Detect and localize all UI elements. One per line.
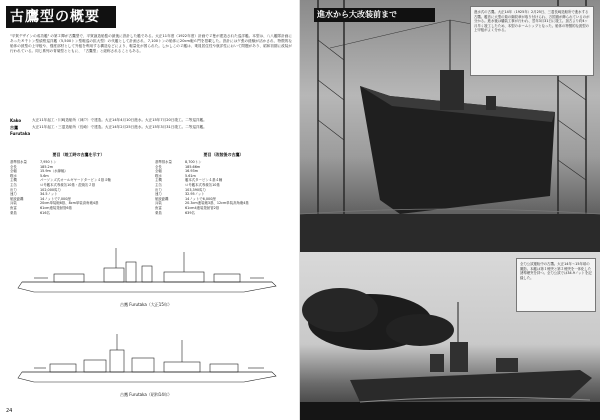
- spec-key: 全幅: [10, 169, 17, 174]
- spec-value: 102,000馬力: [40, 187, 61, 192]
- photo-trial: [300, 252, 600, 420]
- spec-key: 兵装: [155, 201, 162, 206]
- spec-value: 8,700トン: [185, 160, 202, 164]
- spec-table-left: [10, 152, 147, 230]
- spec-value: 185.66m: [185, 164, 201, 169]
- spec-value: 20.3cm連装砲3基、12cm単装高角砲4基: [185, 201, 249, 206]
- spec-value: 5.6m: [40, 173, 49, 178]
- spec-key: 魚雷: [10, 205, 17, 210]
- spec-row: [10, 211, 147, 216]
- spec-value: 639名: [185, 210, 195, 215]
- drawing-caption-top: 古鷹 Furutaka（大正15年）: [120, 302, 172, 307]
- right-page: [300, 0, 600, 420]
- spec-value: ロ号艦本式専焼缶10基・混焼缶２基: [40, 182, 96, 187]
- spec-key: 乗員: [155, 210, 162, 215]
- page-number: 24: [6, 408, 13, 414]
- spec-value: 61cm4連装発射管2基: [185, 205, 220, 210]
- launch-row-kako: [10, 118, 292, 123]
- spec-value: 34.5ノット: [40, 192, 58, 197]
- spec-table-right: [155, 152, 292, 230]
- photo-caption-box-2: [516, 258, 596, 312]
- spec-key: 魚雷: [155, 205, 162, 210]
- spec-value: 14ノットで6,000浬: [185, 196, 216, 201]
- spec-key: 航続距離: [10, 196, 24, 201]
- spec-key: 全幅: [155, 169, 162, 174]
- spec-key: 速力: [10, 192, 17, 197]
- spec-key: 速力: [155, 192, 162, 197]
- spec-rows-left: [10, 160, 147, 215]
- page-title: 古鷹型の概要: [6, 6, 116, 28]
- launch-ship-name: 古鷹 Furutaka: [10, 125, 31, 136]
- spec-key: 主機: [155, 178, 162, 183]
- spec-tables: [10, 152, 292, 230]
- photo-caption-text-2: 全力公試運転中の古鷹。大正14年～15年頃の撮影。本艦は第１煙突と第２煙突を一体化した誘導煙突を持つ。全力公試では34.9ノットを記録した。: [520, 262, 592, 280]
- spec-value: 103,390馬力: [185, 187, 206, 192]
- spec-value: 7,950トン: [40, 160, 57, 164]
- spec-key: 主缶: [155, 182, 162, 187]
- spec-key: 全長: [155, 164, 162, 169]
- spec-head-right: 要目（改装後の古鷹）: [203, 152, 244, 157]
- spec-value: 5.61m: [185, 173, 196, 178]
- spec-value: 616名: [40, 210, 50, 215]
- spec-rows-right: [155, 160, 292, 215]
- intro-paragraph: "平賀デザインの成功艦" の第２陣が古鷹型で、平賀譲造船監の最後に設計した艦である。大正11年度（1922年度）計画で２隻が建造された巡洋艦。本型は、八八艦隊計画にあった８千トン型偵察巡洋艦（5,500トン型軽巡の拡大型）の代艦として計画され、7,100トンの船体に20cm砲６門を搭載した。設計には夕張の経験が活かされ、特徴的な船体の波型の上甲板や、強度部材として外板を利用する構造などにより、軽量化が図られた。しかしこの２艦は、乗員居住性や航洋性において問題があり、昭和初期に改装が行われている。同じ系列の青葉型とともに、「古鷹型」と総称されることもある。: [10, 34, 292, 53]
- spec-key: 主缶: [10, 182, 17, 187]
- spec-key: 喫水: [155, 173, 162, 178]
- spec-value: パーソンズ式オールギヤードタービン４基４軸: [40, 178, 111, 183]
- spec-key: 喫水: [10, 173, 17, 178]
- spec-value: 20cm単装砲6基、8cm単装高角砲4基: [40, 201, 99, 206]
- spec-value: 艦本式タービン４基４軸: [185, 178, 223, 183]
- spec-key: 出力: [10, 187, 17, 192]
- spec-key: 主機: [10, 178, 17, 183]
- spec-key: 基準排水量: [10, 160, 27, 164]
- launch-ship-text: 大正11年起工・川崎造船所（神戸）で建造。大正14年4月10日進水。大正15年7月20日竣工。二等巡洋艦。: [32, 118, 207, 122]
- launch-ship-text: 大正11年起工・三菱造船所（長崎）で建造。大正14年2月25日進水。大正15年3月31日竣工。二等巡洋艦。: [32, 125, 207, 129]
- ship-profile-drawing-top: [14, 240, 284, 300]
- ship-profile-drawing-bottom: [14, 330, 284, 390]
- launch-row-furutaka: [10, 125, 292, 136]
- spec-value: 32.95ノット: [185, 192, 205, 197]
- spec-key: 出力: [155, 187, 162, 192]
- spec-head-left: 要目（竣工時の古鷹を示す）: [52, 152, 105, 157]
- spec-value: ロ号艦本式専焼缶10基: [185, 182, 220, 187]
- photo-launch: [300, 0, 600, 252]
- photo-caption-text: 進水式の古鷹。大正14年（1925年）2月25日、三菱長崎造船所で進水する古鷹。艦首に大型の菊の御紋章が取り付けられ、万国旗が飾られているのが分かる。進水後は艤装工事が行われ、翌年3月31日に竣工。加古より約4ヶ月早く竣工したため、本型のネームシップとなった。船体の特徴的な波型の上甲板がよく分かる。: [474, 10, 590, 33]
- spec-row: [155, 211, 292, 216]
- spec-key: 航続距離: [155, 196, 169, 201]
- spec-value: 15.9m（水線幅）: [40, 169, 68, 174]
- spec-key: 乗員: [10, 210, 17, 215]
- spec-value: 16.93m: [185, 169, 199, 174]
- spec-key: 基準排水量: [155, 160, 172, 164]
- launch-records: [10, 118, 292, 148]
- photo-section-title: 進水から大改装前まで: [314, 8, 435, 22]
- spec-value: 185.2m: [40, 164, 54, 169]
- drawing-caption-bottom: 古鷹 Furutaka（昭和14年）: [120, 392, 172, 397]
- spec-value: 14ノットで7,000浬: [40, 196, 71, 201]
- photo-caption-box: [470, 6, 594, 76]
- spec-value: 61cm連装発射管6基: [40, 205, 72, 210]
- launch-ship-name: Kako: [10, 118, 22, 123]
- spec-key: 兵装: [10, 201, 17, 206]
- spec-key: 全長: [10, 164, 17, 169]
